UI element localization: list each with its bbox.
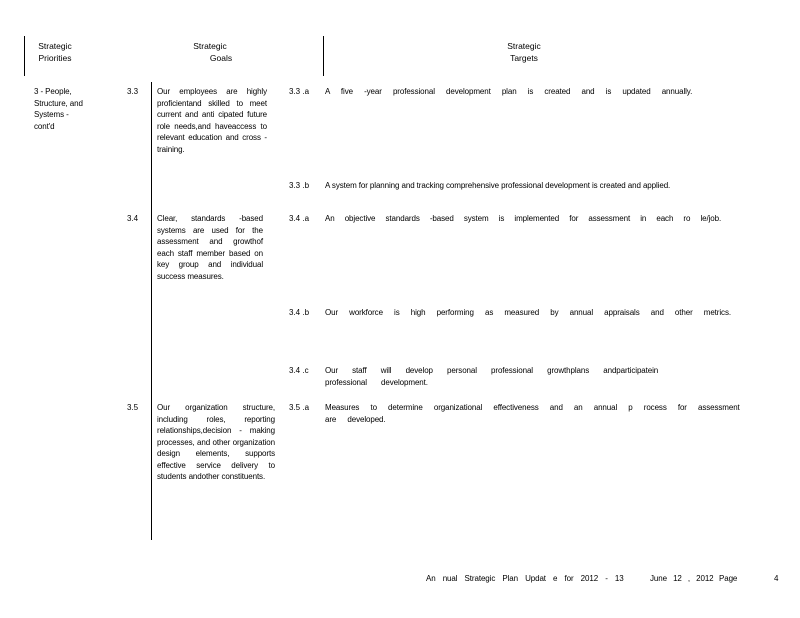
footer-date: June 12 , 2012 — [650, 574, 714, 583]
target-text: Measures to determine organizational effectiveness and an annual p rocess for assessment are developed. — [325, 403, 740, 424]
priority-line2: Structure, and — [34, 98, 83, 108]
footer-page-number: 4 — [774, 574, 779, 583]
goal-text: Clear, standards -based systems are used for the assessment and growthof each staff member based on key group and individual success measures. — [157, 214, 263, 281]
goal-number: 3.4 — [127, 214, 139, 223]
priorities-header-line1: Strategic — [38, 41, 72, 51]
target-text: A five -year professional development plan is created and is updated annually. — [325, 87, 693, 96]
targets-header — [494, 40, 554, 64]
priority-line1: 3 - People, — [34, 87, 72, 96]
targets-header-line2: Targets — [510, 53, 538, 63]
priority-line3: Systems - — [34, 110, 69, 119]
target-text: Our staff will develop personal professional growthplans andparticipatein professional development. — [325, 366, 659, 387]
goals-header — [180, 40, 240, 64]
target-text: An objective standards -based system is implemented for assessment in each ro le/job. — [325, 214, 722, 223]
header-divider-left — [24, 36, 25, 76]
goal-number: 3.5 — [127, 403, 139, 412]
target-number: 3.3 .a — [289, 87, 310, 96]
header-divider-right — [323, 36, 324, 76]
goal-number: 3.3 — [127, 87, 139, 96]
target-text: Our workforce is high performing as measured by annual appraisals and other metrics. — [325, 308, 731, 317]
priorities-header — [30, 40, 80, 64]
target-number: 3.4 .b — [289, 308, 310, 317]
goal-text: Our organization structure, including roles, reporting relationships,decision - making processes, and other organization design elements, supports effective service delivery to students andother constituents. — [157, 403, 275, 481]
goal-text: Our employees are highly proficientand skilled to meet current and anti cipated future role needs,and haveaccess to relevant education and cross -training. — [157, 87, 267, 154]
goals-column-border — [151, 82, 152, 540]
target-number: 3.5 .a — [289, 403, 310, 412]
footer-page-label: Page — [719, 574, 738, 583]
priority-cell — [34, 86, 99, 132]
targets-header-line1: Strategic — [507, 41, 541, 51]
target-number: 3.4 .a — [289, 214, 310, 223]
target-number: 3.4 .c — [289, 366, 309, 375]
priority-line4: cont'd — [34, 121, 55, 131]
goals-header-line1: Strategic — [193, 41, 227, 51]
priorities-header-line2: Priorities — [38, 53, 72, 63]
target-text: A system for planning and tracking comprehensive professional development is created and applied. — [325, 181, 671, 190]
goals-header-line2: Goals — [209, 53, 233, 63]
footer-title: An nual Strategic Plan Updat e for 2012 - 13 — [426, 574, 624, 583]
target-number: 3.3 .b — [289, 181, 310, 190]
